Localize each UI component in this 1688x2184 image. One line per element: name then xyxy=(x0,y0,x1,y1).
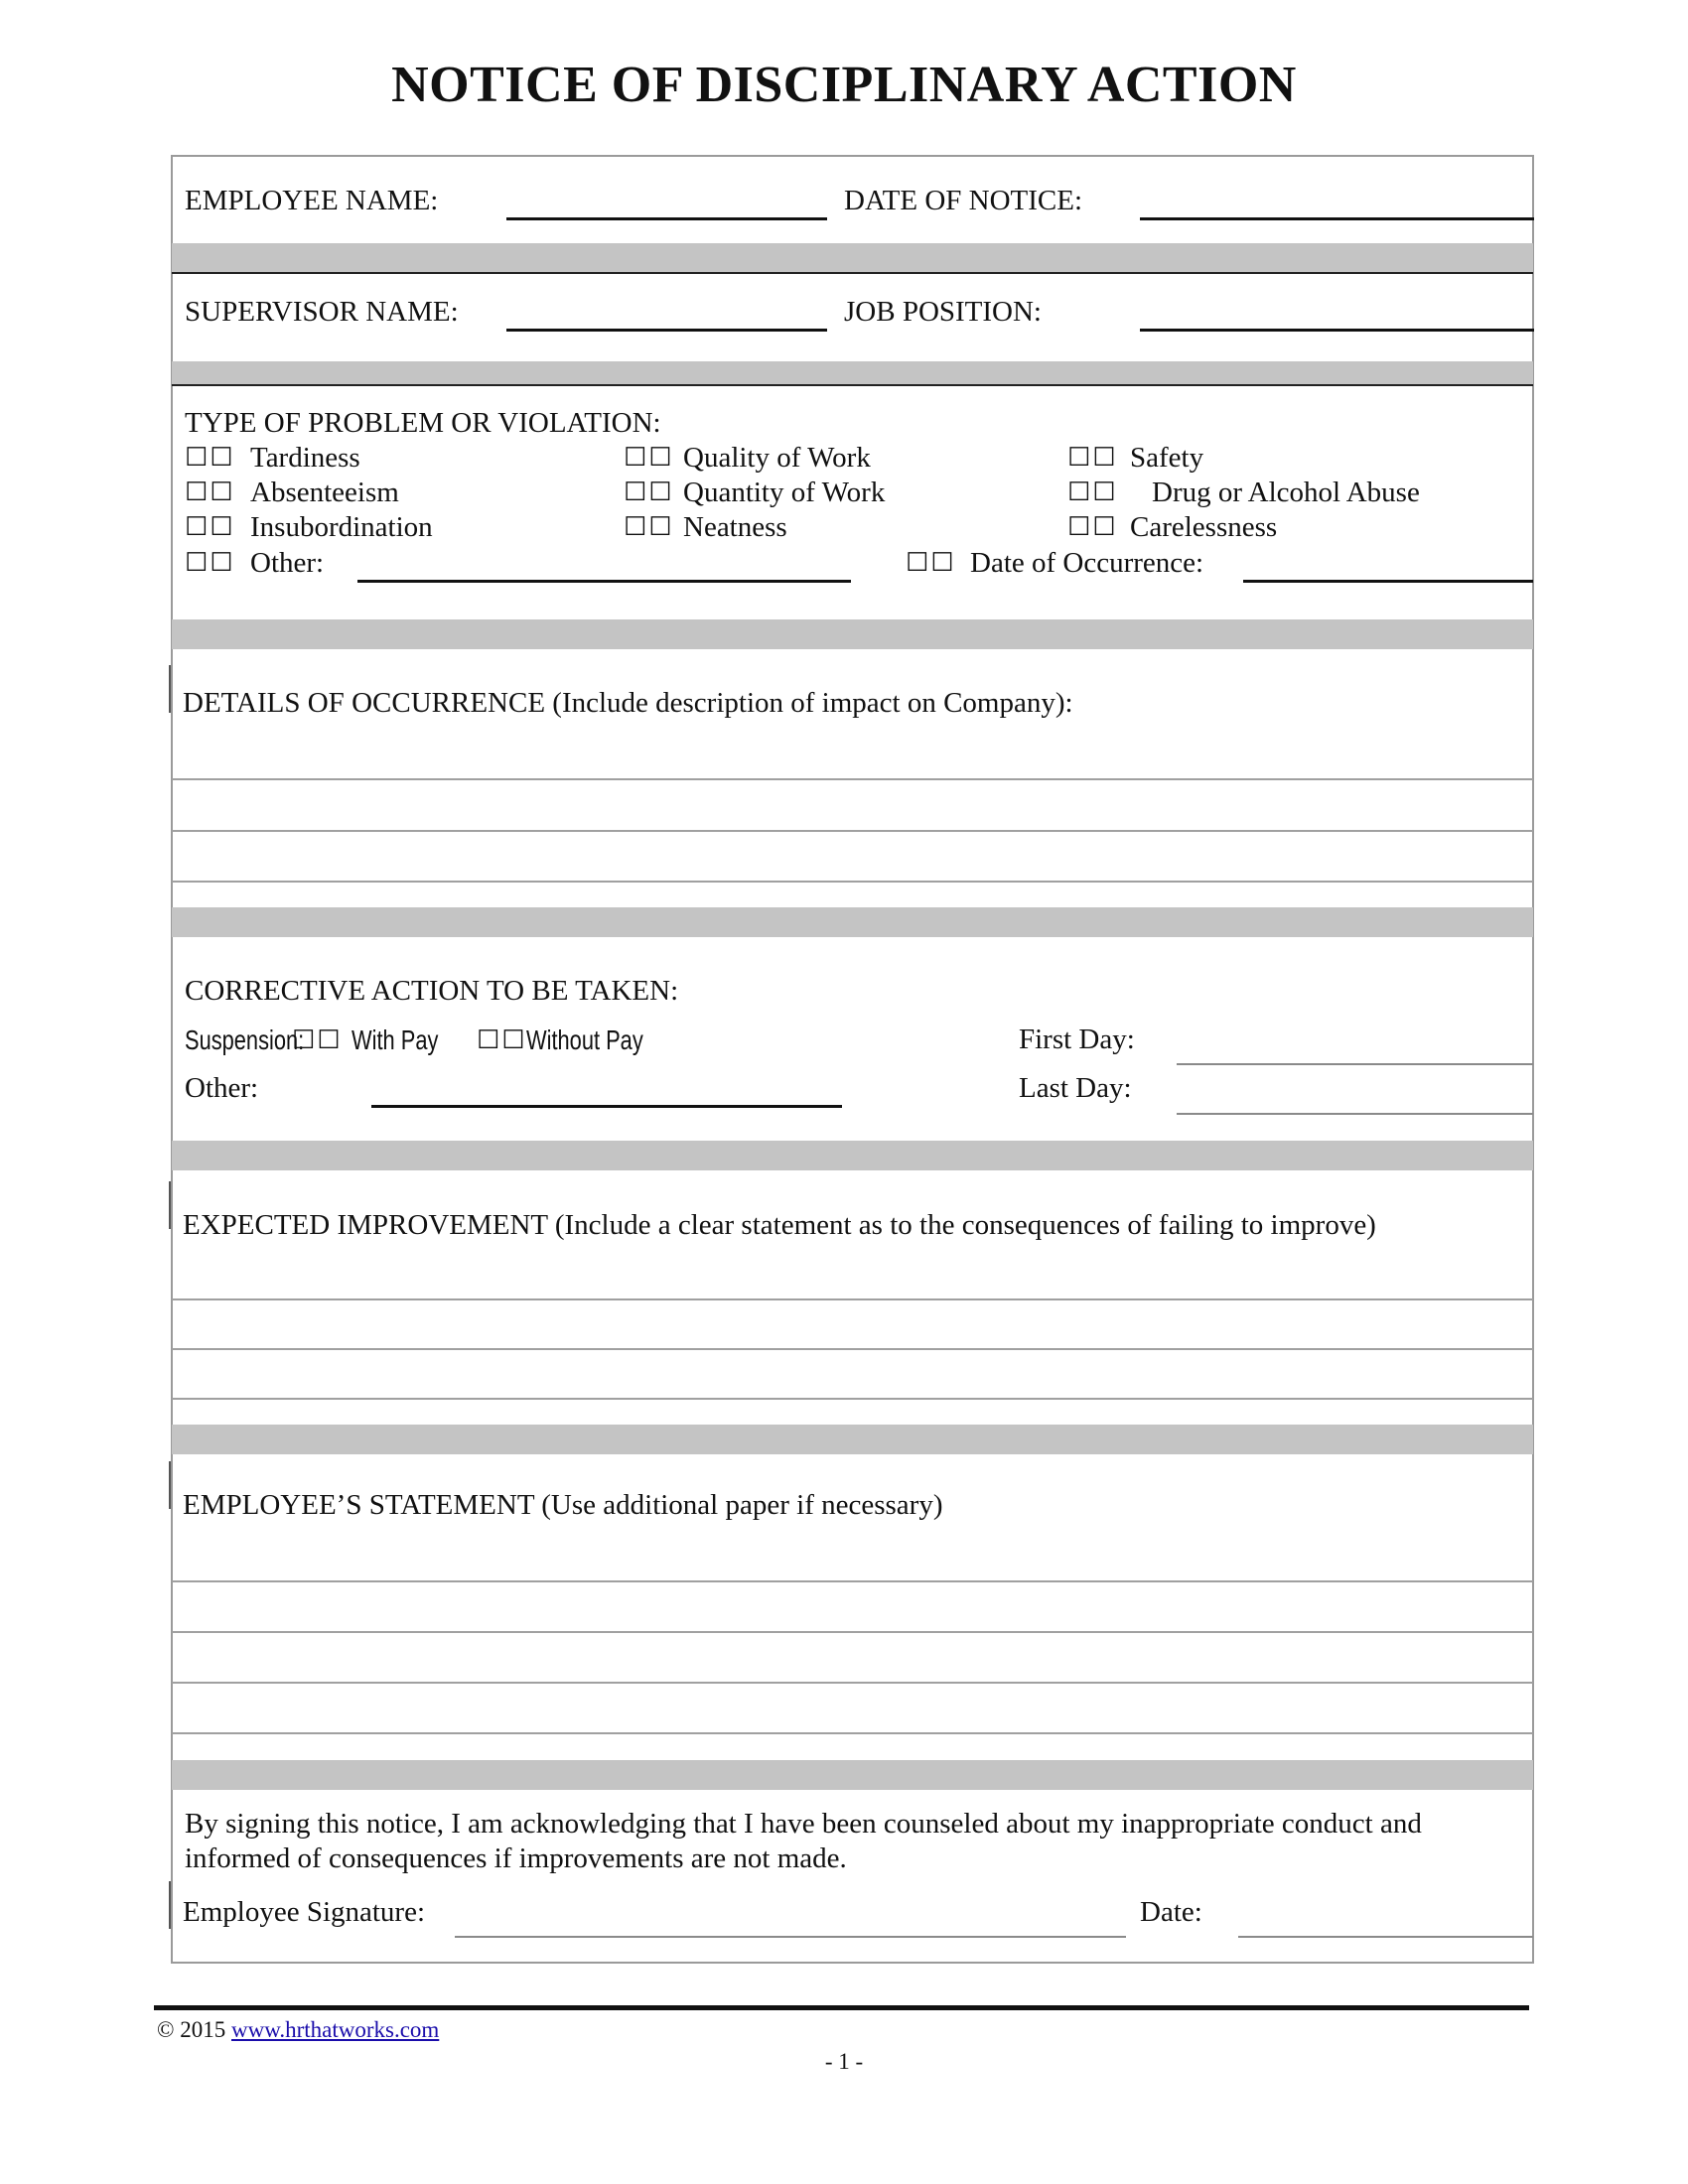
without-pay-label: Without Pay xyxy=(526,1024,643,1055)
other-action-field[interactable] xyxy=(371,1105,842,1108)
supervisor-name-label: SUPERVISOR NAME: xyxy=(185,296,459,328)
section-divider-band xyxy=(172,619,1533,649)
text-cursor-mark xyxy=(169,1461,171,1509)
first-day-field[interactable] xyxy=(1177,1063,1533,1065)
absenteeism-checkbox[interactable]: ☐☐ xyxy=(185,478,235,507)
other-action-label: Other: xyxy=(185,1072,259,1104)
quality-of-work-checkbox[interactable]: ☐☐ xyxy=(624,443,674,473)
drug-alcohol-label: Drug or Alcohol Abuse xyxy=(1152,477,1420,508)
tardiness-label: Tardiness xyxy=(250,442,360,474)
date-of-occurrence-field[interactable] xyxy=(1243,580,1533,583)
section-rule xyxy=(172,384,1533,386)
insubordination-label: Insubordination xyxy=(250,511,433,543)
details-line[interactable] xyxy=(172,778,1533,780)
statement-line[interactable] xyxy=(172,1631,1533,1633)
signature-date-field[interactable] xyxy=(1238,1936,1533,1938)
neatness-label: Neatness xyxy=(683,511,787,543)
with-pay-label: With Pay xyxy=(352,1024,439,1055)
safety-checkbox[interactable]: ☐☐ xyxy=(1067,443,1118,473)
improvement-line[interactable] xyxy=(172,1298,1533,1300)
details-line[interactable] xyxy=(172,830,1533,832)
statement-line[interactable] xyxy=(172,1732,1533,1734)
tardiness-checkbox[interactable]: ☐☐ xyxy=(185,443,235,473)
page-number: - 1 - xyxy=(824,2049,864,2074)
acknowledgement-line-2: informed of consequences if improvements are not made. xyxy=(185,1843,847,1874)
safety-label: Safety xyxy=(1130,442,1204,474)
date-of-occurrence-label: Date of Occurrence: xyxy=(970,547,1204,579)
neatness-checkbox[interactable]: ☐☐ xyxy=(624,512,674,542)
statement-line[interactable] xyxy=(172,1682,1533,1684)
job-position-label: JOB POSITION: xyxy=(844,296,1042,328)
without-pay-checkbox[interactable]: ☐☐ xyxy=(477,1025,527,1055)
quantity-of-work-checkbox[interactable]: ☐☐ xyxy=(624,478,674,507)
employee-signature-field[interactable] xyxy=(455,1936,1126,1938)
text-cursor-mark xyxy=(169,1881,171,1929)
text-cursor-mark xyxy=(169,665,171,713)
supervisor-name-field[interactable] xyxy=(506,329,827,332)
section-divider-band xyxy=(172,243,1533,273)
last-day-field[interactable] xyxy=(1177,1113,1533,1115)
text-cursor-mark xyxy=(169,1181,171,1229)
section-divider-band xyxy=(172,1141,1533,1170)
acknowledgement-line-1: By signing this notice, I am acknowledging that I have been counseled about my inappropriate conduct and xyxy=(185,1808,1422,1840)
section-rule xyxy=(172,272,1533,274)
other-problem-field[interactable] xyxy=(357,580,851,583)
section-divider-band xyxy=(172,1425,1533,1454)
first-day-label: First Day: xyxy=(1019,1024,1135,1055)
footer-copyright xyxy=(157,2017,439,2043)
employee-signature-label: Employee Signature: xyxy=(183,1896,426,1928)
other-problem-label: Other: xyxy=(250,547,325,579)
section-divider-band xyxy=(172,907,1533,937)
with-pay-checkbox[interactable]: ☐☐ xyxy=(292,1025,343,1055)
statement-line[interactable] xyxy=(172,1580,1533,1582)
corrective-heading: CORRECTIVE ACTION TO BE TAKEN: xyxy=(185,975,679,1007)
signature-date-label: Date: xyxy=(1140,1896,1202,1928)
last-day-label: Last Day: xyxy=(1019,1072,1132,1104)
section-divider-band xyxy=(172,361,1533,385)
improvement-line[interactable] xyxy=(172,1348,1533,1350)
section-divider-band xyxy=(172,1760,1533,1790)
quantity-of-work-label: Quantity of Work xyxy=(683,477,886,508)
date-of-notice-label: DATE OF NOTICE: xyxy=(844,185,1083,216)
insubordination-checkbox[interactable]: ☐☐ xyxy=(185,512,235,542)
other-problem-checkbox[interactable]: ☐☐ xyxy=(185,548,235,578)
details-heading: DETAILS OF OCCURRENCE (Include description of impact on Company): xyxy=(183,687,1073,719)
copyright-text: © 2015 xyxy=(157,2017,226,2042)
date-of-occurrence-checkbox[interactable]: ☐☐ xyxy=(906,548,956,578)
job-position-field[interactable] xyxy=(1140,329,1534,332)
improvement-heading: EXPECTED IMPROVEMENT (Include a clear statement as to the consequences of failing to improve) xyxy=(183,1209,1376,1241)
improvement-line[interactable] xyxy=(172,1398,1533,1400)
statement-heading: EMPLOYEE’S STATEMENT (Use additional paper if necessary) xyxy=(183,1489,943,1521)
suspension-label: Suspension: xyxy=(185,1024,305,1055)
details-line[interactable] xyxy=(172,881,1533,883)
carelessness-label: Carelessness xyxy=(1130,511,1278,543)
employee-name-label: EMPLOYEE NAME: xyxy=(185,185,439,216)
website-link[interactable]: www.hrthatworks.com xyxy=(230,2017,440,2042)
carelessness-checkbox[interactable]: ☐☐ xyxy=(1067,512,1118,542)
drug-alcohol-checkbox[interactable]: ☐☐ xyxy=(1067,478,1118,507)
page-title: NOTICE OF DISCIPLINARY ACTION xyxy=(391,57,1297,113)
quality-of-work-label: Quality of Work xyxy=(683,442,871,474)
footer-rule xyxy=(154,2005,1529,2010)
absenteeism-label: Absenteeism xyxy=(250,477,399,508)
employee-name-field[interactable] xyxy=(506,217,827,220)
date-of-notice-field[interactable] xyxy=(1140,217,1534,220)
problem-heading: TYPE OF PROBLEM OR VIOLATION: xyxy=(185,407,661,439)
